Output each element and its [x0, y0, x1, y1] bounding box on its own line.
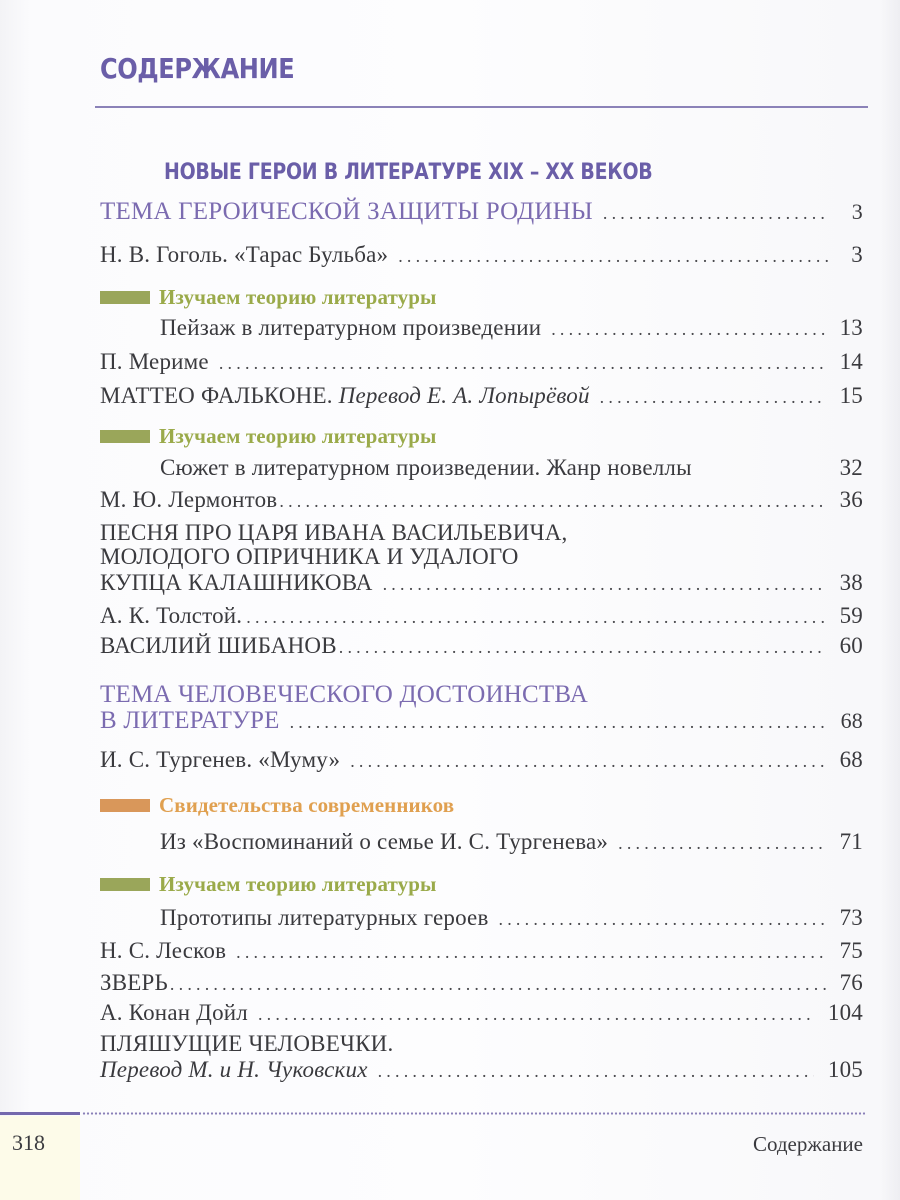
toc-entry-leskov[interactable] [100, 936, 863, 967]
toc-topic-dignity-line1[interactable]: ТЕМА ЧЕЛОВЕЧЕСКОГО ДОСТОИНСТВА [100, 681, 588, 708]
toc-entry-title: Из «Воспоминаний о семье И. С. Тургенева» [160, 829, 609, 854]
dot-leader [499, 904, 826, 934]
toc-entry-title: П. Мериме [100, 349, 209, 374]
dot-leader [236, 937, 825, 967]
dot-leader [378, 1056, 814, 1086]
rubric-label: Свидетельства современников [159, 793, 455, 817]
toc-entry-kalashnikov-line2[interactable]: МОЛОДОГО ОПРИЧНИКА И УДАЛОГО [100, 544, 519, 569]
toc-page-number: 71 [839, 829, 863, 854]
toc-entry-title: А. К. Толстой. [100, 603, 243, 628]
toc-entry-title: Н. С. Лесков [100, 938, 227, 963]
toc-entry-merimee[interactable] [100, 347, 863, 378]
dot-leader [383, 569, 826, 599]
toc-entry-title: А. Конан Дойл [100, 1000, 248, 1025]
dot-leader [603, 198, 829, 228]
toc-page-number: 32 [839, 455, 863, 480]
rubric-testimonies [100, 793, 454, 818]
toc-entry-gogol[interactable] [100, 240, 863, 271]
toc-page-number: 104 [827, 1000, 863, 1025]
toc-page-number: 13 [839, 315, 863, 340]
rubric-color-square [100, 430, 150, 443]
dot-leader [339, 632, 826, 662]
section-header: НОВЫЕ ГЕРОИ В ЛИТЕРАТУРЕ XIX – XX ВЕКОВ [164, 160, 653, 185]
dot-leader [246, 602, 825, 632]
toc-page-number: 68 [839, 747, 863, 772]
dot-leader [350, 746, 825, 776]
rubric-label: Изучаем теорию литературы [159, 285, 437, 309]
toc-entry-title: КУПЦА КАЛАШНИКОВА [100, 570, 373, 595]
toc-entry-title: МАТТЕО ФАЛЬКОНЕ. Перевод Е. А. Лопырёвой [100, 383, 590, 408]
toc-topic-dignity[interactable] [100, 706, 863, 737]
toc-entry-title: ТЕМА ГЕРОИЧЕСКОЙ ЗАЩИТЫ РОДИНЫ [100, 198, 593, 225]
toc-page-number: 59 [839, 603, 863, 628]
dot-leader [219, 348, 826, 378]
rubric-theory [100, 872, 437, 897]
toc-entry-plot-novella[interactable] [160, 453, 863, 483]
toc-entry-conan-doyle[interactable] [100, 998, 863, 1029]
toc-page-number: 75 [839, 938, 863, 963]
translator-credit: Перевод Е. А. Лопырёвой [338, 383, 590, 408]
dot-leader [279, 486, 825, 516]
toc-page-number: 3 [851, 242, 863, 267]
toc-entry-dancing-men-line1[interactable]: ПЛЯШУЩИЕ ЧЕЛОВЕЧКИ. [100, 1031, 394, 1056]
rubric-theory [100, 424, 437, 449]
toc-entry-prototypes[interactable] [160, 903, 863, 934]
toc-entry-title: Прототипы литературных героев [160, 905, 489, 930]
toc-entry-dancing-men[interactable] [100, 1055, 863, 1086]
toc-entry-title: В ЛИТЕРАТУРЕ [100, 707, 280, 734]
rubric-color-square [100, 291, 150, 304]
toc-entry-title: М. Ю. Лермонтов [100, 487, 278, 512]
dot-leader [258, 999, 814, 1029]
title-divider [95, 106, 868, 108]
toc-entry-lermontov[interactable] [100, 485, 863, 516]
toc-page-number: 68 [840, 708, 863, 733]
dot-leader [618, 828, 825, 858]
rubric-color-square [100, 799, 150, 812]
dot-leader [398, 241, 829, 271]
dot-leader [290, 707, 827, 737]
toc-page-number: 3 [851, 199, 863, 224]
toc-entry-memoirs[interactable] [160, 827, 863, 858]
toc-entry-shibanov[interactable] [100, 631, 863, 662]
toc-entry-title: Сюжет в литературном произведении. Жанр новеллы [160, 455, 692, 480]
toc-entry-tolstoy[interactable] [100, 601, 863, 632]
toc-entry-zver[interactable] [100, 968, 863, 999]
toc-entry-title: Н. В. Гоголь. «Тарас Бульба» [100, 242, 389, 267]
toc-entry-title: И. С. Тургенев. «Муму» [100, 747, 341, 772]
toc-page-number: 76 [839, 970, 863, 995]
page-number: 318 [12, 1130, 45, 1155]
translator-credit: Перевод М. и Н. Чуковских [100, 1057, 368, 1082]
footer-dotted-rule [82, 1112, 865, 1115]
rubric-label: Изучаем теорию литературы [159, 424, 437, 448]
dot-leader [551, 314, 825, 344]
footer-rule [0, 1112, 80, 1115]
toc-page-number: 60 [839, 633, 863, 658]
toc-page-number: 36 [839, 487, 863, 512]
rubric-label: Изучаем теорию литературы [159, 872, 437, 896]
toc-entry-turgenev-mumu[interactable] [100, 745, 863, 776]
dot-leader [600, 382, 826, 412]
page-title: СОДЕРЖАНИЕ [100, 52, 295, 85]
toc-entry-title: Пейзаж в литературном произведении [160, 315, 542, 340]
toc-entry-kalashnikov[interactable] [100, 568, 863, 599]
rubric-theory [100, 285, 437, 310]
toc-entry-title: ЗВЕРЬ [100, 970, 168, 995]
toc-entry-title: ВАСИЛИЙ ШИБАНОВ [100, 633, 337, 658]
toc-page-number: 73 [839, 905, 863, 930]
toc-page-number: 14 [839, 349, 863, 374]
toc-page-number: 105 [827, 1057, 863, 1082]
toc-page-number: 38 [839, 570, 863, 595]
toc-page-number: 15 [839, 383, 863, 408]
toc-topic-heroic-defense[interactable] [100, 197, 863, 228]
toc-entry-landscape[interactable] [160, 313, 863, 344]
footer-margin-tint [0, 1116, 80, 1200]
toc-entry-mateo-falcone[interactable] [100, 381, 863, 412]
rubric-color-square [100, 878, 150, 891]
toc-entry-kalashnikov-line1[interactable]: ПЕСНЯ ПРО ЦАРЯ ИВАНА ВАСИЛЬЕВИЧА, [100, 520, 568, 545]
dot-leader [170, 969, 826, 999]
running-title: Содержание [752, 1132, 863, 1156]
